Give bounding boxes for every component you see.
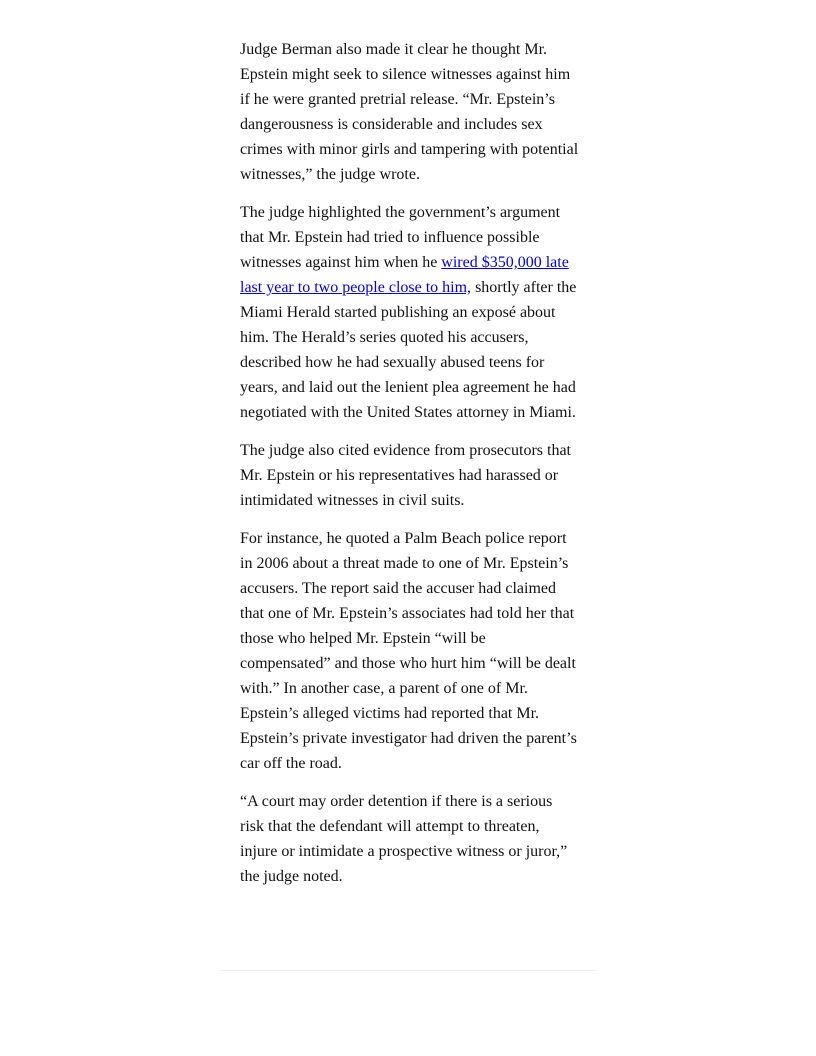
article-paragraph-1: Judge Berman also made it clear he thought Mr. Epstein might seek to silence witnesses against him if he were granted pretrial release. “Mr. Epstein’s dangerousness is considerable and includes sex crimes with minor girls and tampering with potential witnesses,” the judge wrote. bbox=[240, 41, 579, 183]
article-paragraph-2 bbox=[240, 200, 580, 425]
article-body bbox=[240, 37, 580, 902]
article-paragraph-4: For instance, he quoted a Palm Beach police report in 2006 about a threat made to one of Mr. Epstein’s accusers. The report said the accuser had claimed that one of Mr. Epstein’s associates had told her that those who helped Mr. Epstein “will be compensated” and those who hurt him “will be dealt with.” In another case, a parent of one of Mr. Epstein’s alleged victims had reported that Mr. Epstein’s private investigator had driven the parent’s car off the road. bbox=[240, 530, 577, 772]
section-divider bbox=[220, 970, 597, 971]
wired-350000-link[interactable]: wired $350,000 late last year to two people close to him, bbox=[240, 254, 569, 296]
paragraph-2-text-before-link: The judge highlighted the government’s argument that Mr. Epstein had tried to influence possible witnesses against him when he bbox=[240, 204, 561, 271]
article-paragraph-5: “A court may order detention if there is a serious risk that the defendant will attempt to threaten, injure or intimidate a prospective witness or juror,” the judge noted. bbox=[240, 793, 568, 885]
article-paragraph-3: The judge also cited evidence from prosecutors that Mr. Epstein or his representatives had harassed or intimidated witnesses in civil suits. bbox=[240, 442, 571, 509]
paragraph-2-text-after-link: shortly after the Miami Herald started publishing an exposé about him. The Herald’s series quoted his accusers, described how he had sexually abused teens for years, and laid out the lenient plea agreement he had negotiated with the United States attorney in Miami. bbox=[240, 279, 577, 421]
